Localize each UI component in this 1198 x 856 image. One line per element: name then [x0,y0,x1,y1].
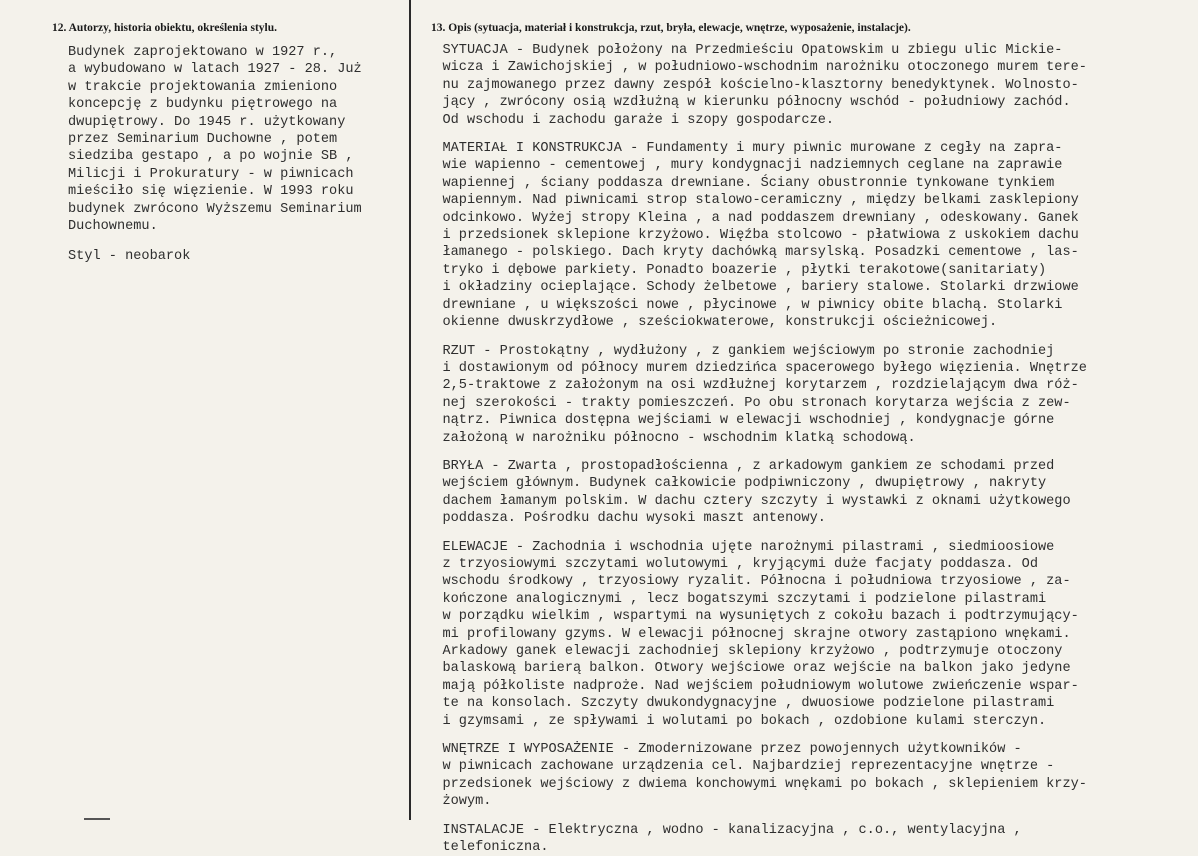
text-line: z trzyosiowymi szczytami wolutowymi , kryjącymi duże facjaty poddasza. Od [418,556,1038,572]
text-line: w porządku wielkim , wspartymi na wysuniętych z cokołu bazach i podtrzymujący- [418,609,1079,625]
text-line: 2,5-traktowe z założonym na osi wzdłużnej korytarzem , rozdzielającym dwa róż- [418,378,1079,394]
text-line: jący , zwrócony osią wzdłużną w kierunku północny wschód - południowy zachód. [418,95,1071,111]
section-wnetrze [418,741,1198,811]
paragraph-gap [418,332,1198,343]
text-line: WNĘTRZE I WYPOSAŻENIE - Zmodernizowane przez powojennych użytkowników - [418,742,1022,758]
history-line: mieściło się więzienie. W 1993 roku [68,184,354,200]
history-column [68,44,408,266]
text-line: kończone analogicznymi , lecz bogatszymi szczytami i podzielone pilastrami [418,591,1047,607]
history-line: dwupiętrowy. Do 1945 r. użytkowany [68,114,346,130]
history-line: budynek zwrócono Wyższemu Seminarium [68,201,362,217]
history-line: Budynek zaprojektowano w 1927 r., [68,45,338,60]
section-elewacje [418,539,1198,730]
history-line: a wybudowano w latach 1927 - 28. Już [68,62,362,78]
history-paragraph [68,44,408,235]
text-line: i przedsionek sklepione krzyżowo. Więźba stolcowo - płatwiowa z uskokiem dachu [418,228,1079,244]
section-bryla [418,458,1198,528]
history-line: w trakcie projektowania zmieniono [68,79,338,95]
paragraph-gap [68,235,408,248]
text-line: i gzymsami , ze spływami i wolutami po bokach , ozdobione kulami sterczyn. [418,713,1047,729]
text-line: RZUT - Prostokątny , wydłużony , z gankiem wejściowym po stronie zachodniej [418,343,1055,359]
paragraph-gap [418,129,1198,140]
left-section-header: 12. Autorzy, historia obiektu, określenia stylu. [52,22,278,34]
section-sytuacja [418,42,1198,129]
text-line: odcinkowo. Wyżej stropy Kleina , a nad poddaszem drewniany , odeskowany. Ganek [418,210,1079,226]
text-line: nątrz. Piwnica dostępna wejściami w elewacji wschodniej , kondygnacje górne [418,413,1055,429]
description-column [418,42,1198,856]
text-line: dachem łamanym polskim. W dachu cztery szczyty i wystawki z oknami użytkowego [418,493,1071,509]
right-section-header: 13. Opis (sytuacja, materiał i konstrukcja, rzut, bryła, elewacje, wnętrze, wyposażenie, instalacje). [431,22,911,34]
history-line: przez Seminarium Duchowne , potem [68,132,338,148]
text-line: wschodu środkowy , trzyosiowy ryzalit. Północna i południowa trzyosiowe , za- [418,574,1071,590]
text-line: telefoniczna. [418,840,549,856]
text-line: założoną w narożniku północno - wschodnim klatką schodową. [418,430,916,446]
history-line: Duchownemu. [68,219,158,235]
text-line: Od wschodu i zachodu garaże i szopy gospodarcze. [418,112,835,128]
text-line: mają półkoliste nadproże. Nad wejściem południowym wolutowe zwieńczenie wspar- [418,678,1079,694]
text-line: mi profilowany gzyms. W elewacji północnej skrajne otwory zastąpiono wnękami. [418,626,1071,642]
paragraph-gap [418,528,1198,539]
text-line: nu zajmowanego przez dawny zespół kościelno-klasztorny benedyktynek. Wolnosto- [418,77,1079,93]
text-line: SYTUACJA - Budynek położony na Przedmieściu Opatowskim u zbiegu ulic Mickie- [418,43,1063,58]
paragraph-gap [418,447,1198,458]
text-line: INSTALACJE - Elektryczna , wodno - kanalizacyjna , c.o., wentylacyjna , [418,822,1022,838]
text-line: nej szerokości - trakty pomieszczeń. Po obu stronach korytarza wejścia z zew- [418,395,1071,411]
section-rzut [418,343,1198,447]
section-material [418,140,1198,331]
text-line: MATERIAŁ I KONSTRUKCJA - Fundamenty i mury piwnic murowane z cegły na zapra- [418,141,1063,157]
text-line: balaskową barierą balkon. Otwory wejściowe oraz wejście na balkon jako jedyne [418,661,1071,677]
text-line: wapiennej , ściany poddasza drewniane. Ściany obustronnie tynkowane tynkiem [418,175,1055,191]
text-line: wicza i Zawichojskiej , w południowo-wschodnim narożniku otoczonego murem tere- [418,60,1087,76]
column-divider [409,0,411,820]
text-line: łamanego - polskiego. Dach kryty dachówką marsylską. Posadzki cementowe , las- [418,245,1079,261]
style-line: Styl - neobarok [68,249,191,265]
text-line: ELEWACJE - Zachodnia i wschodnia ujęte narożnymi pilastrami , siedmioosiowe [418,539,1055,555]
history-line: koncepcję z budynku piętrowego na [68,97,338,113]
text-line: BRYŁA - Zwarta , prostopadłościenna , z arkadowym gankiem ze schodami przed [418,458,1055,474]
paragraph-gap [418,811,1198,822]
text-line: w piwnicach zachowane urządzenia cel. Najbardziej reprezentacyjne wnętrze - [418,759,1055,775]
history-line: Milicji i Prokuratury - w piwnicach [68,166,354,182]
section-instalacje [418,822,1198,856]
text-line: żowym. [418,794,492,810]
text-line: przedsionek wejściowy z dwiema konchowymi wnękami po bokach , sklepieniem krzy- [418,776,1087,792]
text-line: drewniane , u większości nowe , płycinowe , w piwnicy obite blachą. Stolarki [418,297,1063,313]
text-line: poddasza. Pośrodku dachu wysoki maszt antenowy. [418,511,826,527]
text-line: i dostawionym od północy murem dziedzińca spacerowego byłego więzienia. Wnętrze [418,360,1087,376]
text-line: i okładziny ocieplające. Schody żelbetowe , bariery stalowe. Stolarki drzwiowe [418,280,1079,296]
text-line: wejściem głównym. Budynek całkowicie podpiwniczony , dwupiętrowy , nakryty [418,476,1047,492]
text-line: tryko i dębowe parkiety. Ponadto boazerie , płytki terakotowe(sanitariaty) [418,262,1047,278]
text-line: te na konsolach. Szczyty dwukondygnacyjne , dwuosiowe podzielone pilastrami [418,696,1055,712]
text-line: wapiennym. Nad piwnicami strop stalowo-ceramiczny , między belkami zasklepiony [418,193,1079,209]
text-line: Arkadowy ganek elewacji zachodniej sklepiony krzyżowo , podtrzymuje otoczony [418,644,1063,659]
style-paragraph [68,248,408,265]
text-line: wie wapienno - cementowej , mury kondygnacji nadziemnych ceglane na zaprawie [418,158,1063,174]
paragraph-gap [418,730,1198,741]
history-line: siedziba gestapo , a po wojnie SB , [68,149,354,165]
text-line: okienne dwuskrzydłowe , sześciokwaterowe, konstrukcji ościeżnicowej. [418,315,998,331]
